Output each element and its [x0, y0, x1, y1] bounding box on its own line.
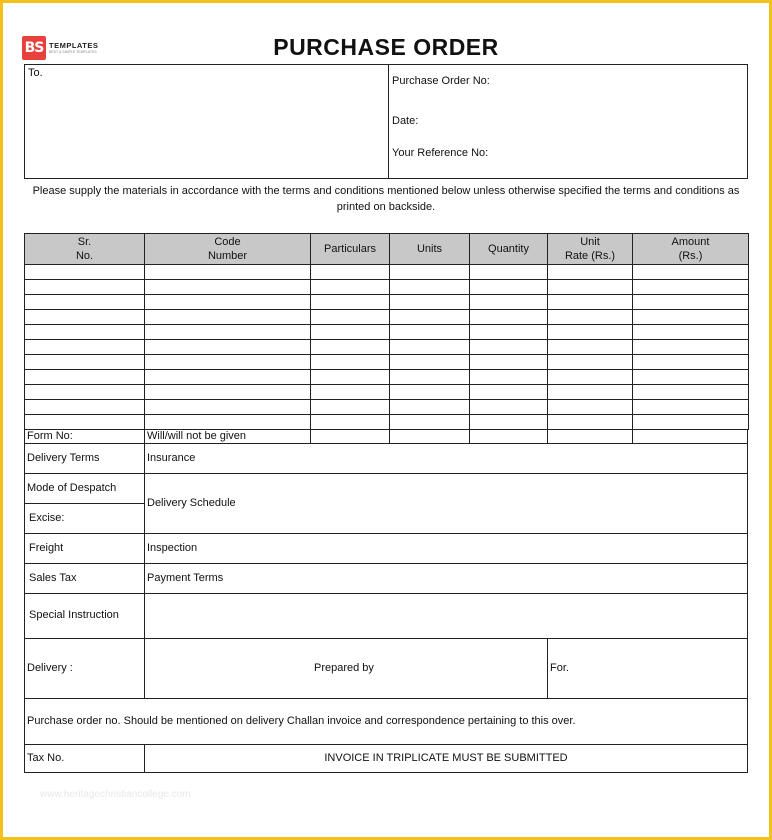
- table-cell[interactable]: [390, 340, 470, 355]
- delivery-label: Delivery :: [27, 662, 73, 674]
- freight-label: Freight: [29, 542, 64, 554]
- table-row: [25, 355, 749, 370]
- special-instruction-label: Special Instruction: [29, 609, 119, 621]
- table-cell[interactable]: [311, 310, 390, 325]
- table-cell[interactable]: [633, 310, 749, 325]
- table-cell[interactable]: [25, 325, 145, 340]
- form-no-col-divider-1: [310, 429, 311, 444]
- table-cell[interactable]: [390, 370, 470, 385]
- page-title: PURCHASE ORDER: [273, 34, 499, 60]
- table-cell[interactable]: [145, 400, 311, 415]
- form-no-col-divider-3: [469, 429, 470, 444]
- table-cell[interactable]: [633, 355, 749, 370]
- table-row: [25, 310, 749, 325]
- form-no-col-divider-4: [547, 429, 548, 444]
- table-cell[interactable]: [470, 415, 548, 430]
- po-number-label: Purchase Order No:: [392, 75, 490, 87]
- mode-of-despatch-label: Mode of Despatch: [27, 482, 117, 494]
- table-row: [25, 325, 749, 340]
- table-cell[interactable]: [311, 415, 390, 430]
- table-cell[interactable]: [25, 340, 145, 355]
- table-cell[interactable]: [145, 295, 311, 310]
- form-no-divider: [144, 429, 145, 444]
- table-cell[interactable]: [145, 340, 311, 355]
- table-row: [25, 280, 749, 295]
- items-table: [24, 233, 749, 430]
- table-cell[interactable]: [548, 385, 633, 400]
- table-cell[interactable]: [25, 265, 145, 280]
- table-cell[interactable]: [633, 415, 749, 430]
- table-cell[interactable]: [311, 340, 390, 355]
- table-cell[interactable]: [25, 400, 145, 415]
- table-cell[interactable]: [25, 355, 145, 370]
- table-cell[interactable]: [145, 280, 311, 295]
- logo-tagline: BEST & SIMPLE TEMPLATES: [49, 50, 97, 54]
- table-cell[interactable]: [311, 325, 390, 340]
- table-cell[interactable]: [470, 385, 548, 400]
- sales-tax-label: Sales Tax: [29, 572, 77, 584]
- will-not-be-given-label: Will/will not be given: [147, 430, 247, 442]
- table-cell[interactable]: [25, 370, 145, 385]
- table-header-row: [25, 234, 749, 265]
- column-header-units: Units: [390, 234, 470, 265]
- column-header-sr-no: Sr. No.: [25, 234, 145, 265]
- table-cell[interactable]: [390, 325, 470, 340]
- column-header-amount: Amount (Rs.): [633, 234, 749, 265]
- column-header-code-number: Code Number: [145, 234, 311, 265]
- table-cell[interactable]: [25, 310, 145, 325]
- table-cell[interactable]: [390, 265, 470, 280]
- table-cell[interactable]: [145, 370, 311, 385]
- table-cell[interactable]: [633, 295, 749, 310]
- rule-after-mode-of-despatch: [24, 503, 144, 504]
- rule-after-sales-tax: [24, 593, 748, 594]
- table-cell[interactable]: [311, 370, 390, 385]
- table-cell[interactable]: [25, 385, 145, 400]
- table-cell[interactable]: [145, 385, 311, 400]
- table-cell[interactable]: [25, 295, 145, 310]
- table-cell[interactable]: [390, 400, 470, 415]
- logo-name: TEMPLATES: [49, 40, 99, 50]
- table-cell[interactable]: [25, 415, 145, 430]
- prepared-by-label: Prepared by: [314, 662, 374, 674]
- table-row: [25, 385, 749, 400]
- table-cell[interactable]: [390, 280, 470, 295]
- table-cell[interactable]: [548, 340, 633, 355]
- insurance-label: Insurance: [147, 452, 196, 464]
- table-cell[interactable]: [145, 265, 311, 280]
- table-row: [25, 295, 749, 310]
- form-no-col-divider-2: [389, 429, 390, 444]
- table-cell[interactable]: [145, 355, 311, 370]
- table-cell[interactable]: [311, 355, 390, 370]
- delivery-terms-label: Delivery Terms: [27, 452, 100, 464]
- table-cell[interactable]: [311, 400, 390, 415]
- table-cell[interactable]: [548, 355, 633, 370]
- table-cell[interactable]: [145, 310, 311, 325]
- table-cell[interactable]: [470, 280, 548, 295]
- table-cell[interactable]: [548, 415, 633, 430]
- table-row: [25, 370, 749, 385]
- table-cell[interactable]: [633, 400, 749, 415]
- table-cell[interactable]: [25, 280, 145, 295]
- tax-no-label: Tax No.: [27, 752, 65, 764]
- table-cell[interactable]: [633, 265, 749, 280]
- table-row: [25, 400, 749, 415]
- table-cell[interactable]: [145, 415, 311, 430]
- rule-after-delivery-terms: [24, 473, 748, 474]
- table-cell[interactable]: [633, 385, 749, 400]
- terms-note: Please supply the materials in accordance with the terms and conditions mentioned below unless otherwise specified the terms and conditions as printed on backside.: [32, 185, 740, 213]
- table-cell[interactable]: [311, 265, 390, 280]
- table-cell[interactable]: [311, 385, 390, 400]
- to-label: To.: [28, 67, 43, 79]
- payment-terms-label: Payment Terms: [147, 572, 224, 584]
- table-cell[interactable]: [548, 310, 633, 325]
- column-header-quantity: Quantity: [470, 234, 548, 265]
- reference-number-label: Your Reference No:: [392, 147, 489, 159]
- table-cell[interactable]: [390, 415, 470, 430]
- header-divider: [388, 64, 389, 179]
- logo-badge: BS: [22, 36, 46, 60]
- table-cell[interactable]: [633, 340, 749, 355]
- table-cell[interactable]: [470, 355, 548, 370]
- header-box: [24, 64, 748, 179]
- table-row: [25, 340, 749, 355]
- table-row: [25, 415, 749, 430]
- table-cell[interactable]: [145, 325, 311, 340]
- table-cell[interactable]: [390, 295, 470, 310]
- table-cell[interactable]: [633, 370, 749, 385]
- rule-after-excise: [24, 533, 748, 534]
- table-cell[interactable]: [390, 310, 470, 325]
- table-cell[interactable]: [548, 370, 633, 385]
- excise-label: Excise:: [29, 512, 65, 524]
- table-row: [25, 265, 749, 280]
- table-cell[interactable]: [548, 325, 633, 340]
- table-cell[interactable]: [311, 280, 390, 295]
- table-cell[interactable]: [470, 400, 548, 415]
- signature-row: [24, 638, 748, 699]
- delivery-schedule-label: Delivery Schedule: [147, 497, 236, 509]
- table-cell[interactable]: [470, 295, 548, 310]
- form-no-row: [24, 429, 748, 444]
- signature-divider-1: [144, 638, 145, 699]
- table-cell[interactable]: [470, 340, 548, 355]
- watermark: www.heritagechristiancollege.com: [40, 789, 191, 800]
- table-cell[interactable]: [311, 295, 390, 310]
- rule-after-freight: [24, 563, 748, 564]
- footer-note: Purchase order no. Should be mentioned on delivery Challan invoice and correspondence pertaining to this over.: [27, 715, 576, 727]
- table-cell[interactable]: [390, 385, 470, 400]
- form-no-label: Form No:: [27, 430, 73, 442]
- invoice-note: INVOICE IN TRIPLICATE MUST BE SUBMITTED: [324, 752, 568, 764]
- table-cell[interactable]: [633, 280, 749, 295]
- table-cell[interactable]: [633, 325, 749, 340]
- table-cell[interactable]: [548, 295, 633, 310]
- date-label: Date:: [392, 115, 419, 127]
- for-label: For.: [550, 662, 569, 674]
- table-cell[interactable]: [470, 370, 548, 385]
- table-cell[interactable]: [470, 310, 548, 325]
- table-cell[interactable]: [470, 265, 548, 280]
- column-header-particulars: Particulars: [311, 234, 390, 265]
- form-no-col-divider-5: [632, 429, 633, 444]
- table-cell[interactable]: [548, 280, 633, 295]
- table-cell[interactable]: [548, 265, 633, 280]
- signature-divider-2: [547, 638, 548, 699]
- table-cell[interactable]: [390, 355, 470, 370]
- inspection-label: Inspection: [147, 542, 198, 554]
- table-cell[interactable]: [470, 325, 548, 340]
- column-header-unit-rate: Unit Rate (Rs.): [548, 234, 633, 265]
- table-cell[interactable]: [548, 400, 633, 415]
